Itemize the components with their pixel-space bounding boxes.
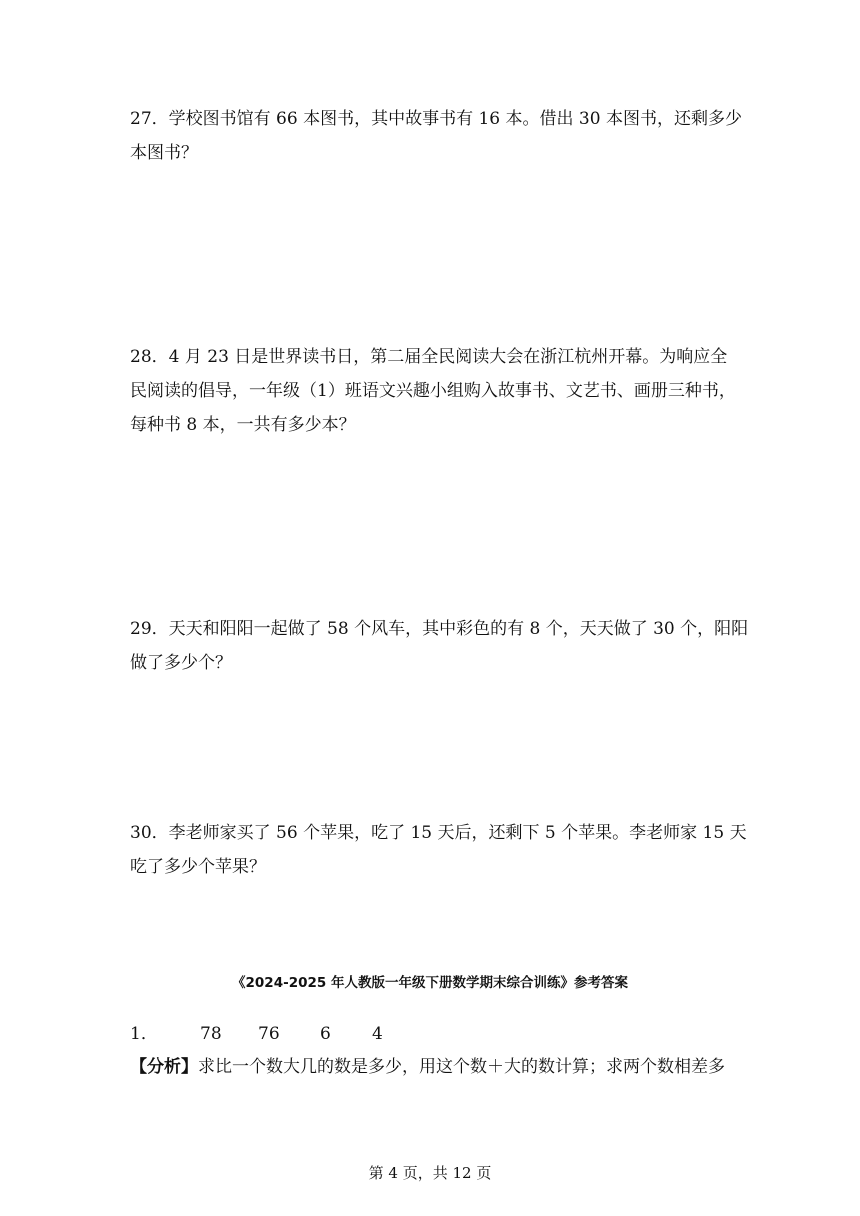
analysis-text: 求比一个数大几的数是多少，用这个数＋大的数计算；求两个数相差多 xyxy=(198,1057,725,1077)
question-28-line-3: 每种书 8 本，一共有多少本？ xyxy=(130,415,356,435)
question-29-line-1: 29．天天和阳阳一起做了 58 个风车，其中彩色的有 8 个，天天做了 30 个，阳阳 xyxy=(130,619,749,639)
answer-1-value: 6 xyxy=(320,1024,331,1044)
question-28-line-1: 28．4 月 23 日是世界读书日，第二届全民阅读大会在浙江杭州开幕。为响应全 xyxy=(130,347,728,367)
question-30 xyxy=(130,816,747,884)
answer-1-number: 1． xyxy=(130,1024,158,1044)
answer-1-value: 4 xyxy=(372,1024,383,1044)
page-footer: 第 4 页，共 12 页 xyxy=(368,1164,492,1182)
question-27 xyxy=(130,102,742,170)
question-30-line-1: 30．李老师家买了 56 个苹果，吃了 15 天后，还剩下 5 个苹果。李老师家 15 天 xyxy=(130,823,747,843)
question-28-line-2: 民阅读的倡导，一年级（1）班语文兴趣小组购入故事书、文艺书、画册三种书， xyxy=(130,381,736,401)
question-27-line-1: 27．学校图书馆有 66 本图书，其中故事书有 16 本。借出 30 本图书，还剩多少 xyxy=(130,109,742,129)
analysis-tag: 【分析】 xyxy=(130,1057,198,1077)
answer-1-analysis xyxy=(130,1052,730,1082)
answer-1-value: 76 xyxy=(258,1024,280,1044)
question-28 xyxy=(130,340,736,442)
question-29 xyxy=(130,612,749,680)
question-29-line-2: 做了多少个？ xyxy=(130,653,232,673)
answer-section-title: 《2024-2025 年人教版一年级下册数学期末综合训练》参考答案 xyxy=(232,975,628,991)
answer-1-value: 78 xyxy=(200,1024,222,1044)
question-30-line-2: 吃了多少个苹果？ xyxy=(130,857,266,877)
question-27-line-2: 本图书？ xyxy=(130,143,198,163)
